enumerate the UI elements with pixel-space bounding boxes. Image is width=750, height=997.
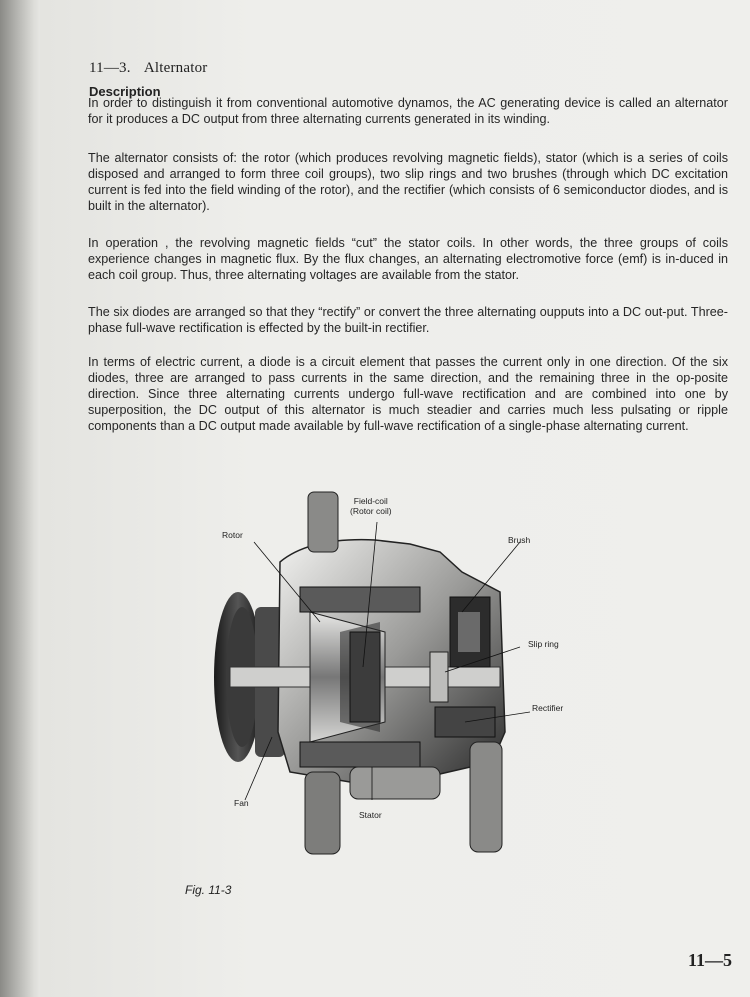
subheading-description: Description [89, 84, 161, 99]
alternator-figure [200, 482, 564, 860]
callout-field-coil-line2: (Rotor coil) [350, 506, 392, 516]
callout-field-coil [350, 496, 392, 516]
callout-rotor: Rotor [222, 530, 243, 540]
section-title: Alternator [143, 60, 208, 76]
book-gutter-shadow [0, 0, 42, 997]
alternator-cutaway-drawing [200, 482, 530, 860]
figure-caption: Fig. 11-3 [185, 883, 232, 897]
paragraph-intro: In order to distinguish it from conventional automotive dynamos, the AC generating device is called an alternator for it produces a DC output from three alternating currents generated in its winding. [88, 96, 728, 126]
stator-upper [300, 587, 420, 612]
paragraph-diodes: The six diodes are arranged so that they “rectify” or convert the three alternating oupputs into a DC out-put. Three-phase full-wave rectification is effected by the built-in rectifier. [88, 305, 728, 335]
mounting-lug-bottom [350, 767, 440, 799]
callout-slip-ring: Slip ring [528, 639, 559, 649]
callout-field-coil-line1: Field-coil [353, 496, 388, 506]
callout-rectifier: Rectifier [532, 703, 564, 713]
section-heading [89, 60, 207, 77]
stator-lower [300, 742, 420, 767]
callout-fan: Fan [234, 798, 249, 808]
page-number: 11—5 [688, 950, 733, 970]
paragraph-components: The alternator consists of: the rotor (which produces revolving magnetic fields), stator (which is a series of coils disposed and arranged to form three coil groups), two slip rings and two brushes (through which DC excitation current is fed into the field winding of the rotor), and the rectifier (which consists of 6 semiconductor diodes, and is built in the alternator). [88, 151, 728, 213]
paragraph-operation: In operation , the revolving magnetic fields “cut” the stator coils. In other words, the three groups of coils experience changes in magnetic flux. By the flux changes, an alternating electromotive force (emf) is in-duced in each coil group. Thus, three alternating voltages are available from the stator. [88, 236, 728, 282]
mounting-lug-top [308, 492, 338, 552]
section-number: 11—3. [89, 60, 131, 76]
slip-ring [430, 652, 448, 702]
callout-stator: Stator [359, 810, 382, 820]
callout-brush: Brush [508, 535, 531, 545]
paragraph-electric-current: In terms of electric current, a diode is a circuit element that passes the current only in one direction. Of the six diodes, three are arranged to pass currents in the same direction, and the remaining three in the op-posite direction. Since three alternating currents undergo full-wave rectification and are combined into one by superposition, the DC output of this alternator is much steadier and carries much less pulsating or ripple components than a DC output made available by full-wave rectification of a single-phase alternating current. [88, 355, 728, 433]
